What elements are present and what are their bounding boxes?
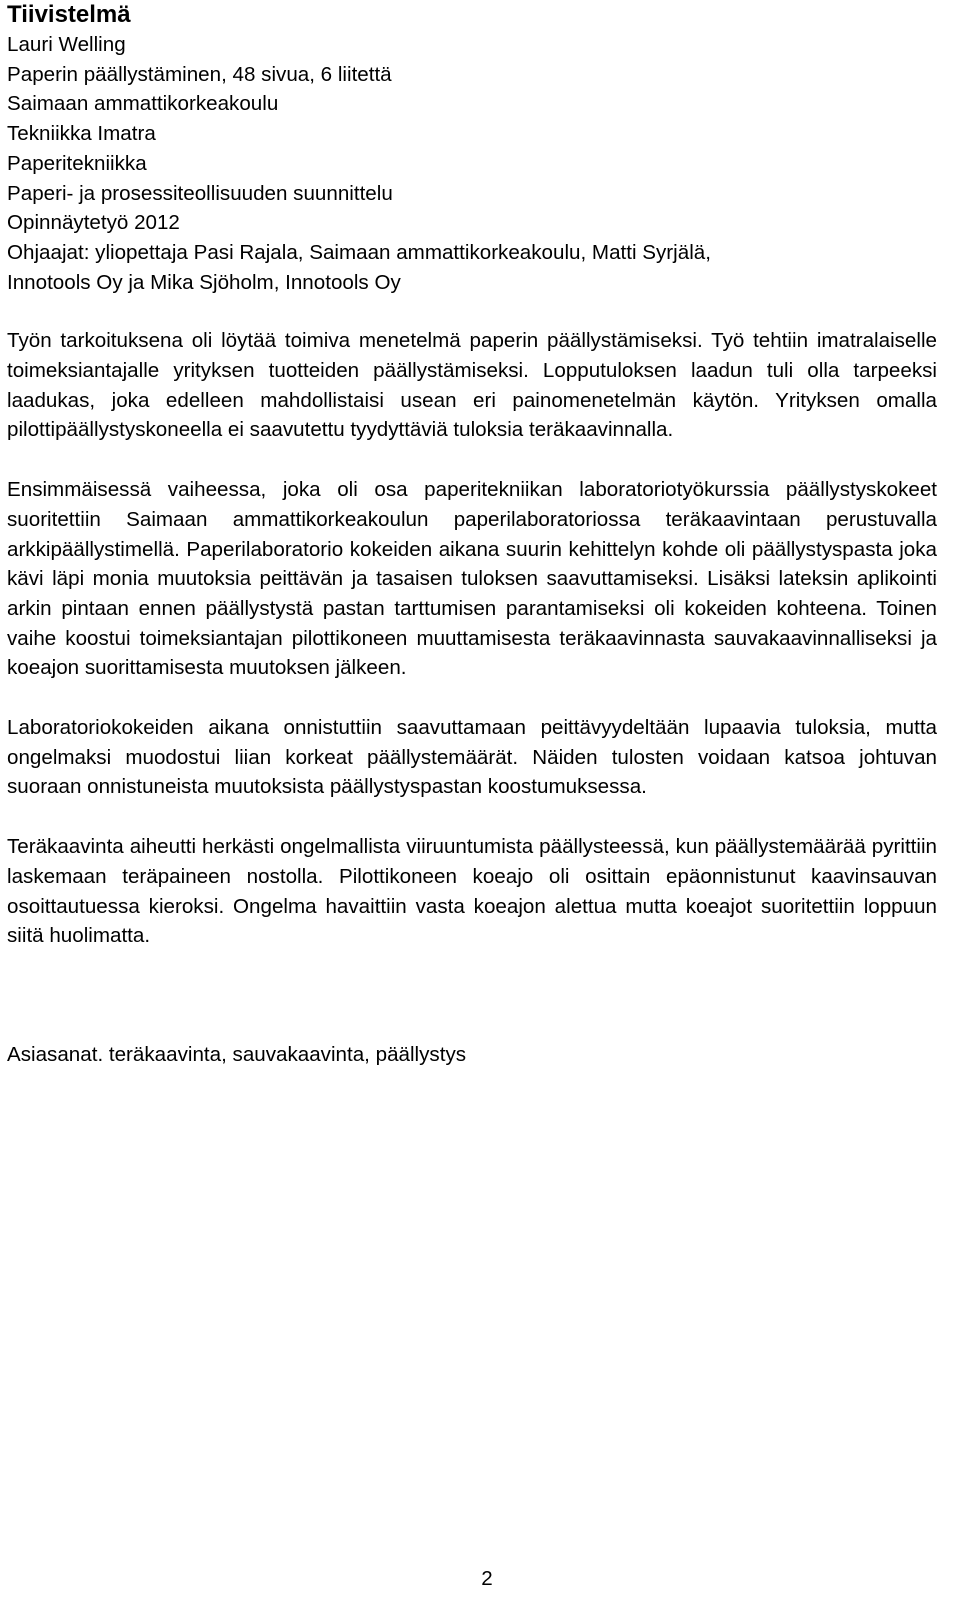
meta-supervisors-line-1: Ohjaajat: yliopettaja Pasi Rajala, Saimaan ammattikorkeakoulu, Matti Syrjälä, (7, 240, 711, 264)
document-page (7, 0, 937, 1070)
meta-thesis-year: Opinnäytetyö 2012 (7, 211, 180, 235)
meta-faculty: Tekniikka Imatra (7, 122, 156, 146)
thesis-metadata (7, 30, 937, 297)
meta-degree-programme: Paperitekniikka (7, 151, 147, 175)
meta-author: Lauri Welling (7, 33, 126, 56)
abstract-paragraph: Työn tarkoituksena oli löytää toimiva menetelmä paperin päällystämiseksi. Työ tehtiin imatralaiselle toimeksiantajalle yrityksen tuotteiden päällystämiseksi. Lopputuloksen laadun tuli olla tarpeeksi laadukas, joka edelleen mahdollistaisi usean eri painomenetelmän käytön. Yrityksen omalla pilottipäällystyskoneella ei saavutettu tyydyttäviä tuloksia teräkaavinnalla. (7, 329, 937, 442)
meta-institution: Saimaan ammattikorkeakoulu (7, 92, 279, 116)
keywords: Asiasanat. teräkaavinta, sauvakaavinta, päällystys (7, 1042, 467, 1066)
page-number: 2 (481, 1567, 493, 1590)
meta-supervisors-line-2: Innotools Oy ja Mika Sjöholm, Innotools Oy (7, 270, 401, 294)
abstract-paragraph: Laboratoriokokeiden aikana onnistuttiin saavuttamaan peittävyydeltään lupaavia tuloksia, mutta ongelmaksi muodostui liian korkeat päällystemäärät. Näiden tulosten voidaan katsoa johtuvan suoraan onnistuneista muutoksista päällystyspastan koostumuksessa. (7, 716, 937, 799)
meta-specialisation: Paperi- ja prosessiteollisuuden suunnittelu (7, 181, 393, 205)
page-title: Tiivistelmä (7, 1, 131, 28)
meta-thesis-title: Paperin päällystäminen, 48 sivua, 6 liitettä (7, 62, 392, 86)
abstract-paragraph: Teräkaavinta aiheutti herkästi ongelmallista viiruuntumista päällysteessä, kun päällystemäärää pyrittiin laskemaan teräpaineen nostolla. Pilottikoneen koeajo oli osittain epäonnistunut kaavinsauvan osoittautuessa kieroksi. Ongelma havaittiin vasta koeajon alettua mutta koeajot suoritettiin loppuun siitä huolimatta. (7, 835, 937, 948)
abstract-paragraph: Ensimmäisessä vaiheessa, joka oli osa paperitekniikan laboratoriotyökurssia päällystyskokeet suoritettiin Saimaan ammattikorkeakoulun paperilaboratoriossa teräkaavintaan perustuvalla arkkipäällystimellä. Paperilaboratorio kokeiden aikana suurin kehittelyn kohde oli päällystyspasta joka kävi läpi monia muutoksia peittävän ja tasaisen tuloksen saavuttamiseksi. Lisäksi lateksin aplikointi arkin pintaan ennen päällystystä pastan tarttumisen parantamiseksi oli kokeiden kohteena. Toinen vaihe koostui toimeksiantajan pilottikoneen muuttamisesta teräkaavinnasta sauvakaavinnalliseksi ja koeajon suorittamisesta muutoksen jälkeen. (7, 478, 937, 680)
